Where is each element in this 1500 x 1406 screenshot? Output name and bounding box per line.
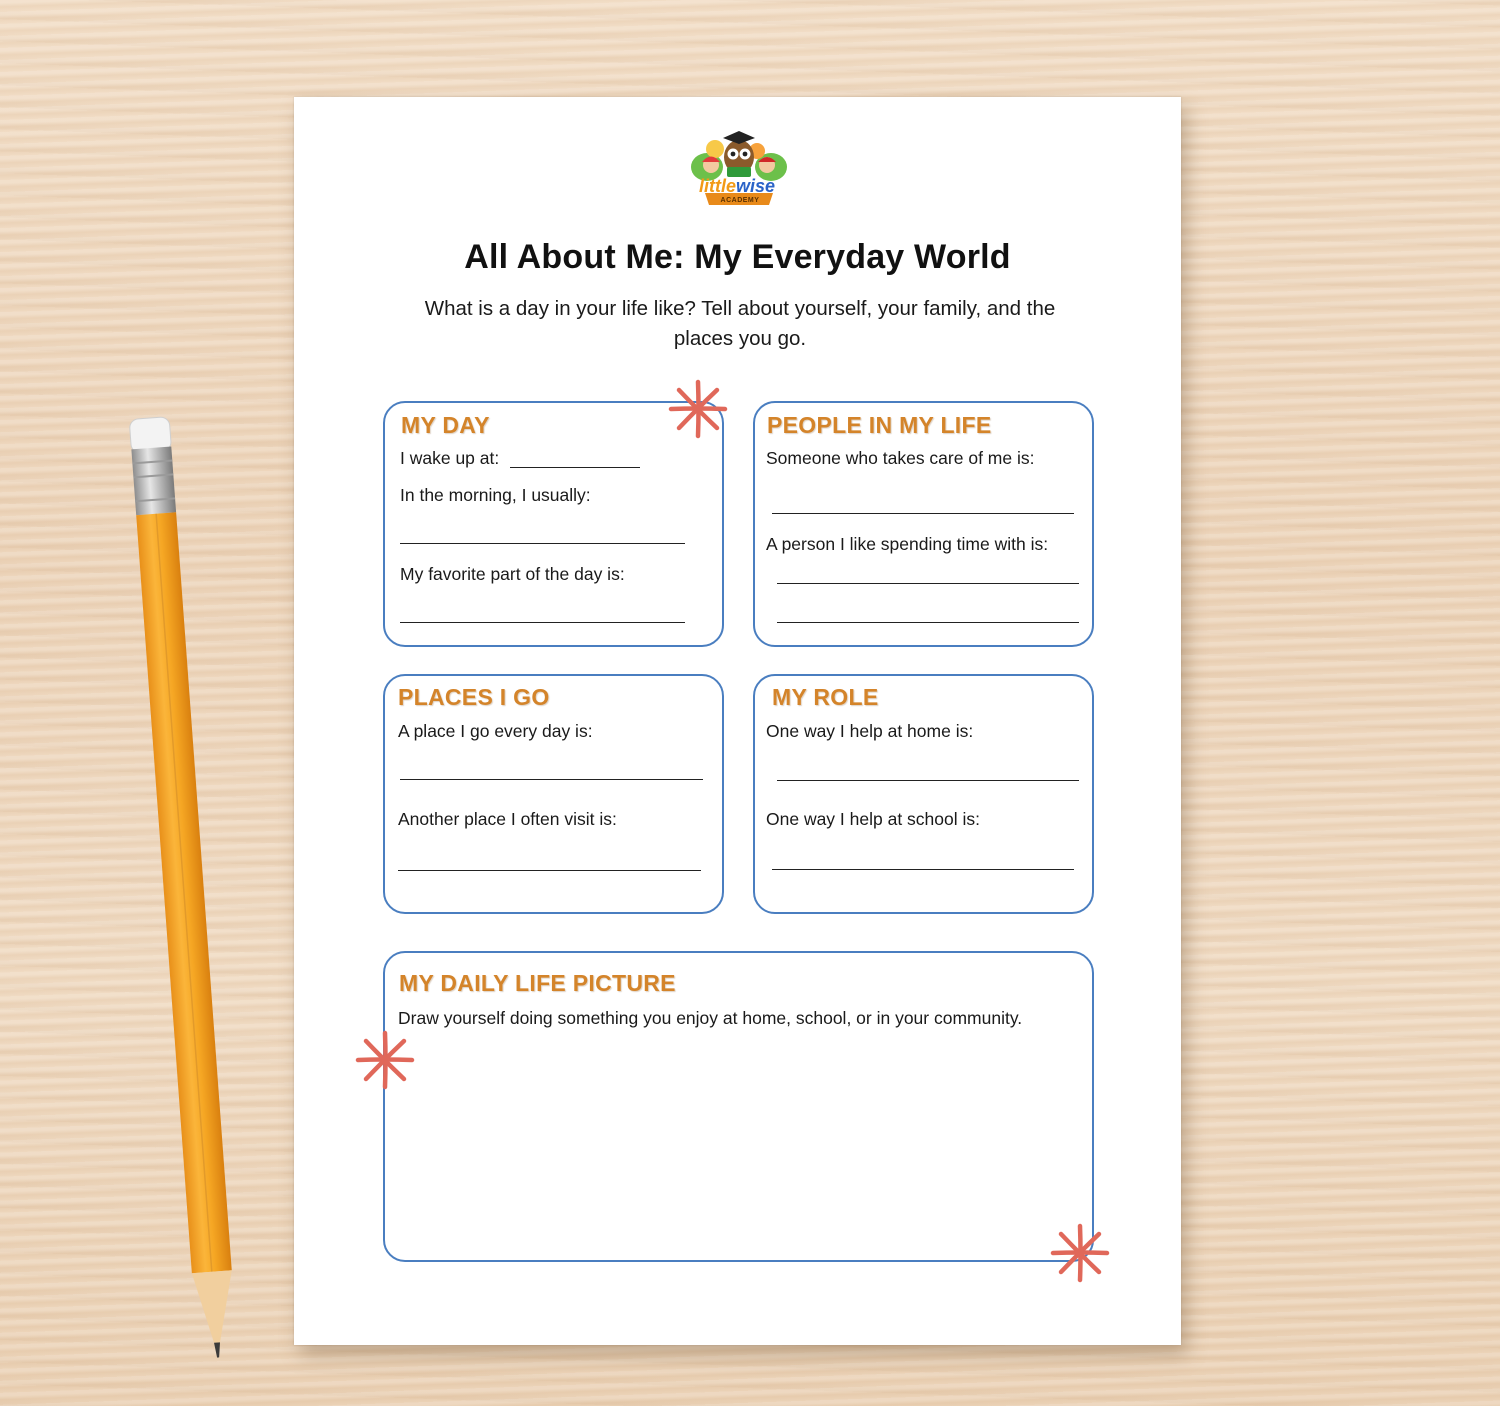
caretaker-answer-line[interactable] bbox=[772, 513, 1074, 514]
spending-time-prompt: A person I like spending time with is: bbox=[766, 534, 1049, 554]
morning-answer-line[interactable] bbox=[400, 543, 685, 544]
morning-prompt: In the morning, I usually: bbox=[400, 485, 591, 505]
logo-brand-wise: wise bbox=[736, 176, 776, 196]
picture-title: MY DAILY LIFE PICTURE bbox=[399, 970, 676, 996]
favorite-part-prompt: My favorite part of the day is: bbox=[400, 564, 625, 584]
spending-time-answer-line-1[interactable] bbox=[777, 583, 1079, 584]
drawing-prompt: Draw yourself doing something you enjoy at home, school, or in your community. bbox=[398, 1008, 1023, 1028]
people-title: PEOPLE IN MY LIFE bbox=[767, 412, 992, 438]
logo-brand-academy: ACADEMY bbox=[720, 197, 760, 204]
sparkle-star-icon bbox=[1047, 1220, 1113, 1286]
role-title: MY ROLE bbox=[772, 684, 879, 710]
page-subtitle: What is a day in your life like? Tell about yourself, your family, and the places you go. bbox=[424, 297, 1056, 350]
favorite-part-answer-line[interactable] bbox=[400, 622, 685, 623]
wake-up-prompt: I wake up at: bbox=[400, 448, 500, 468]
sparkle-star-icon bbox=[665, 376, 731, 442]
help-school-answer-line[interactable] bbox=[772, 869, 1074, 870]
page-title: All About Me: My Everyday World bbox=[464, 238, 1011, 276]
help-school-prompt: One way I help at school is: bbox=[766, 809, 980, 829]
wake-up-answer-line[interactable] bbox=[510, 467, 640, 468]
spending-time-answer-line-2[interactable] bbox=[777, 622, 1079, 623]
picture-box[interactable] bbox=[383, 951, 1094, 1262]
help-home-prompt: One way I help at home is: bbox=[766, 721, 974, 741]
my-day-title: MY DAY bbox=[401, 412, 490, 438]
caretaker-prompt: Someone who takes care of me is: bbox=[766, 448, 1035, 468]
daily-place-answer-line[interactable] bbox=[400, 779, 703, 780]
often-visit-answer-line[interactable] bbox=[398, 870, 701, 871]
places-title: PLACES I GO bbox=[398, 684, 550, 710]
sparkle-star-icon bbox=[352, 1027, 418, 1093]
logo-brand-text bbox=[699, 176, 789, 197]
logo-brand-little: little bbox=[699, 176, 737, 196]
help-home-answer-line[interactable] bbox=[777, 780, 1079, 781]
daily-place-prompt: A place I go every day is: bbox=[398, 721, 593, 741]
often-visit-prompt: Another place I often visit is: bbox=[398, 809, 617, 829]
